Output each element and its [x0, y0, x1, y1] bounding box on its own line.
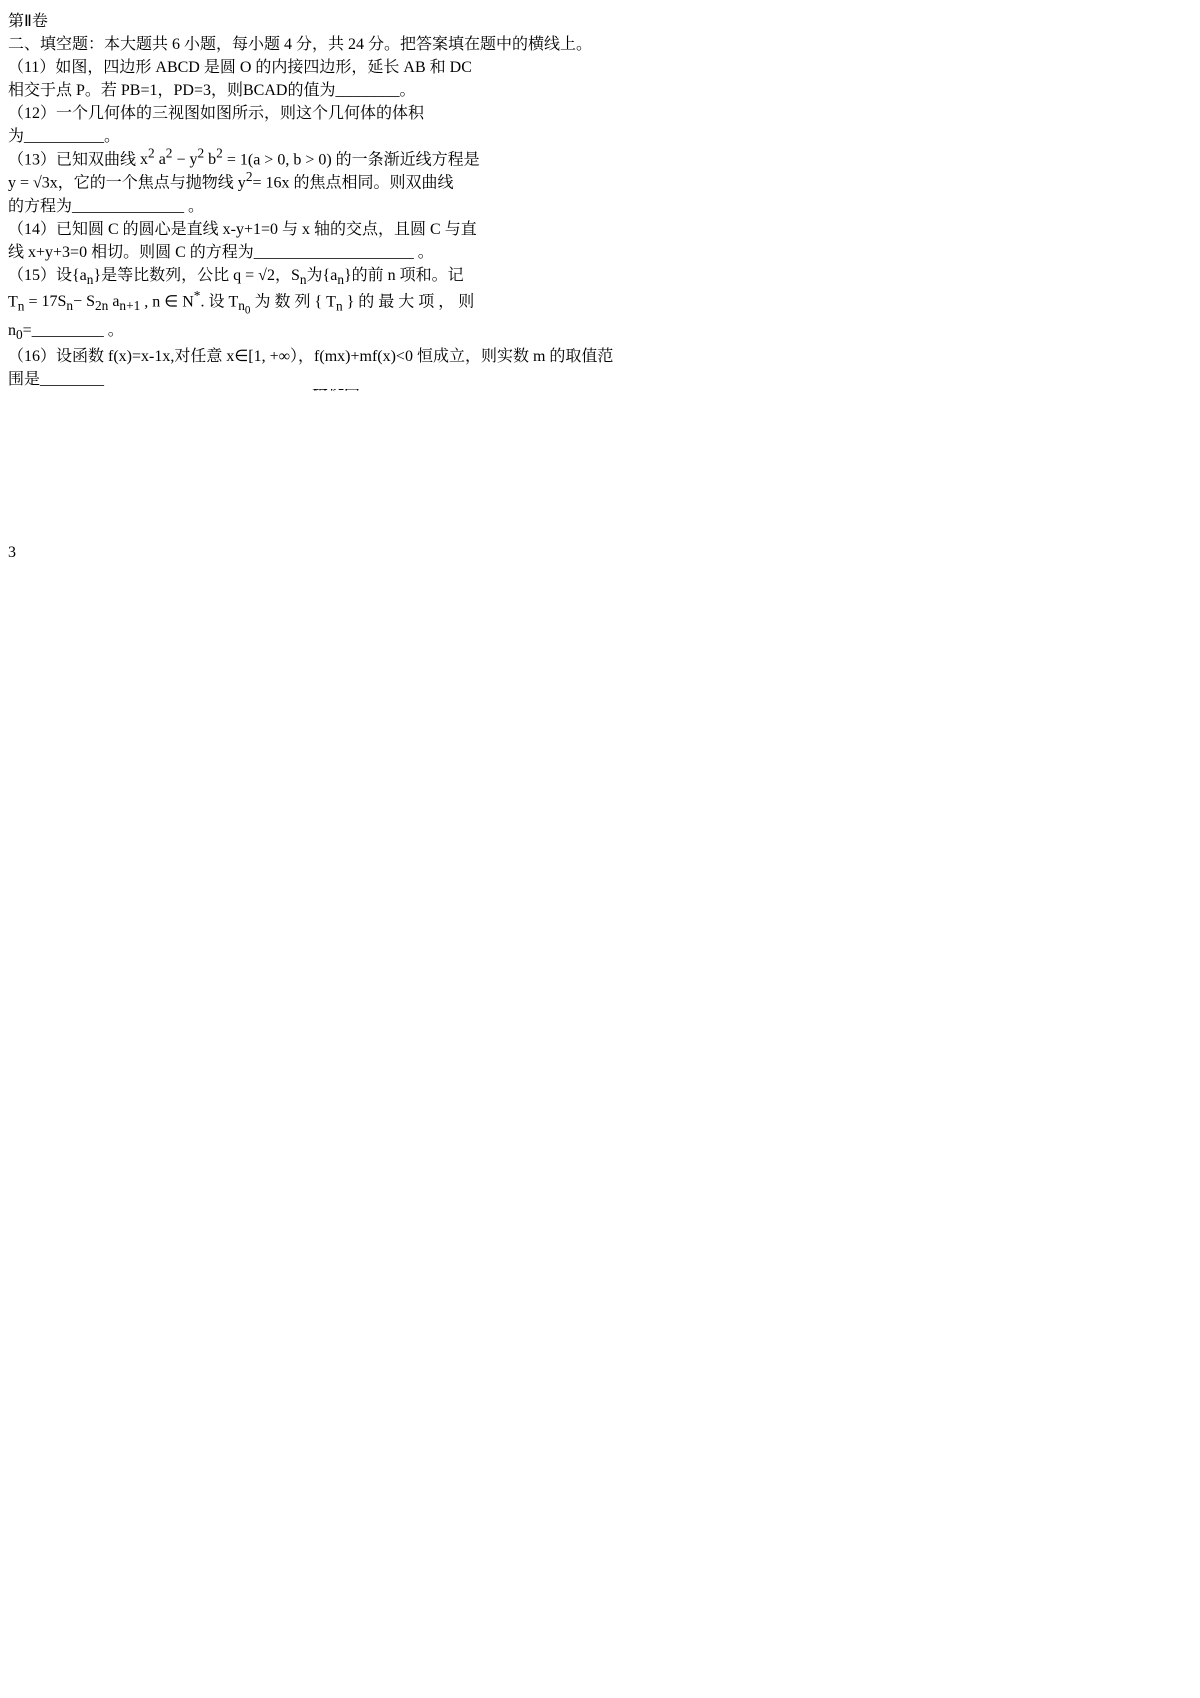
q15-fraction — [41, 293, 144, 314]
q11-frac-num: BC — [242, 82, 265, 99]
q13-frac-x — [140, 146, 176, 169]
top-view-label — [312, 389, 360, 393]
q15-sub-n: n — [335, 298, 343, 314]
q15-star: * — [193, 287, 201, 303]
q15-sub-n: n — [66, 298, 74, 314]
q15-text-c2: } 的 最 大 项 ， 则 — [346, 293, 475, 311]
q13-y-sq: 2 — [197, 146, 205, 161]
question-14 — [8, 216, 1192, 262]
q15-T2: T — [228, 293, 239, 311]
q15-den: a — [112, 293, 120, 311]
question-16 — [8, 343, 1192, 389]
q16-line1 — [8, 343, 1192, 366]
q15-sub-n: n — [86, 271, 94, 287]
q14-line1: （14）已知圆 C 的圆心是直线 x-y+1=0 与 x 轴的交点，且圆 C 与直 — [8, 220, 477, 238]
q12-line2: 为__________。 — [8, 128, 121, 145]
q15-line2 — [8, 288, 1192, 317]
q15-frac-den — [112, 293, 141, 314]
q15-n0-sub: 0 — [16, 327, 23, 343]
q16-line2: 围是________ — [8, 371, 105, 389]
question-11 — [8, 54, 1192, 100]
q13-x: x — [140, 151, 149, 169]
exam-page — [8, 8, 1192, 562]
q13-line2 — [8, 169, 1192, 192]
q11-fraction — [243, 82, 287, 99]
q15-n0: n — [8, 322, 16, 340]
q15-num-a: 17S — [41, 293, 67, 311]
q16-frac-den: x — [162, 348, 171, 366]
page-number: 3 — [8, 544, 16, 562]
q13-x-sq: 2 — [148, 146, 155, 161]
q15-mid: , n ∈ N — [144, 293, 194, 311]
q13-frac-y — [189, 146, 227, 169]
label-d — [8, 389, 20, 393]
section-heading: 二、填空题：本大题共 6 小题，每小题 4 分，共 24 分。把答案填在题中的横线上。 — [8, 36, 593, 53]
q13-line1 — [8, 146, 1192, 169]
q13-pre: （13）已知双曲线 — [8, 151, 137, 169]
q15-text-b2: 为 数 列 { — [254, 293, 323, 311]
page-title: 第Ⅱ卷 — [8, 13, 48, 30]
q11-line2-pre: 相交于点 P。若 PB=1，PD=3，则 — [8, 82, 243, 99]
q13-y: y — [189, 151, 198, 169]
q15-n0-blank: =_________ 。 — [22, 322, 124, 340]
q16-post: ,对任意 x∈[1, +∞），f(mx)+mf(x)<0 恒成立，则实数 m 的取值范 — [170, 348, 614, 366]
q13-b: b — [208, 151, 217, 169]
q13-a: a — [158, 151, 166, 169]
q12-line1: （12）一个几何体的三视图如图所示，则这个几何体的体积 — [8, 105, 425, 122]
q13-parabola-sq: 2 — [245, 169, 253, 185]
q15-sub-n: n — [17, 298, 25, 314]
q16-pre: （16）设函数 f(x)=x- — [8, 348, 155, 366]
q13-line2-b: = 16x 的焦点相同。则双曲线 — [252, 174, 454, 192]
q13-a-sq: 2 — [165, 146, 173, 161]
q13-post: 的一条渐近线方程是 — [335, 151, 480, 169]
q15-eq: = — [28, 293, 38, 311]
q14-line2: 线 x+y+3=0 相切。则圆 C 的方程为____________________ 。 — [8, 243, 434, 261]
q16-fraction — [154, 348, 170, 365]
q13-eq-tail: = 1(a > 0, b > 0) — [226, 151, 332, 169]
circle-figure — [8, 389, 308, 539]
q11-line2 — [8, 77, 1192, 100]
q13-line2-a: y = √3x，它的一个焦点与抛物线 y — [8, 174, 246, 192]
three-views-figure — [312, 389, 612, 539]
q11-line2-post: 的值为________。 — [287, 82, 416, 99]
question-12 — [8, 100, 1192, 146]
q15-sub-n0 — [238, 298, 251, 318]
q15-text-d: }的前 n 项和。记 — [344, 266, 464, 284]
q15-line1 — [8, 262, 1192, 288]
q11-line1: （11）如图，四边形 ABCD 是圆 O 的内接四边形，延长 AB 和 DC — [8, 59, 472, 76]
q13-minus: − — [176, 151, 186, 169]
q13-b-sq: 2 — [216, 146, 223, 161]
top-view — [312, 389, 360, 393]
question-15 — [8, 262, 1192, 344]
q15-line3 — [8, 317, 1192, 343]
q15-text-c: 为{a — [306, 266, 338, 284]
q15-sub-n1: n+1 — [119, 298, 141, 314]
q13-line3: 的方程为______________ 。 — [8, 197, 205, 215]
q15-sub-n0-n: n — [238, 298, 245, 314]
q11-frac-den: AD — [264, 82, 288, 99]
q15-sub-2n: 2n — [94, 298, 109, 314]
q15-frac-num — [41, 293, 109, 314]
q15-sub-n: n — [337, 271, 344, 287]
q15-sub-n0-0: 0 — [244, 305, 251, 318]
q15-text-a2: . 设 — [200, 293, 225, 311]
q15-num-b: − S — [73, 293, 95, 311]
q15-sub-n: n — [299, 271, 307, 287]
q15-T3: T — [326, 293, 336, 311]
q15-text-b: }是等比数列，公比 q = √2，S — [93, 266, 300, 284]
q16-frac-num: 1 — [154, 348, 163, 366]
q15-T: T — [8, 293, 18, 311]
q15-text-a: （15）设{a — [8, 266, 87, 284]
question-13 — [8, 146, 1192, 216]
